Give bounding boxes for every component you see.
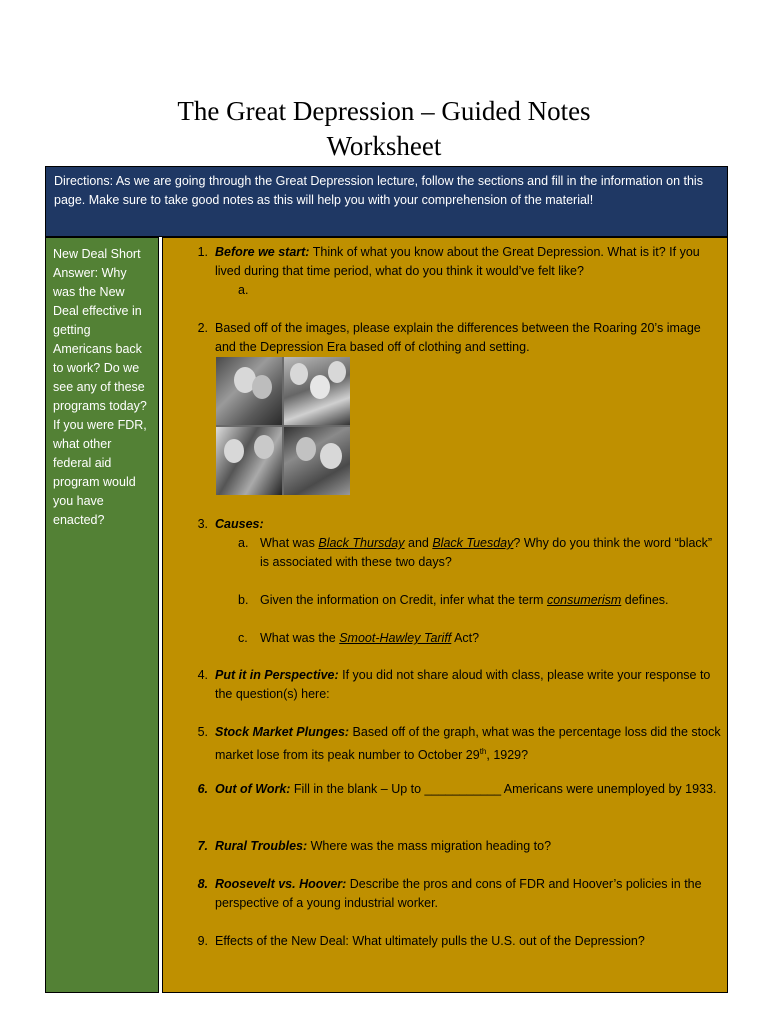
question-number: 4. [197,668,208,682]
question-text: Where was the mass migration heading to? [307,839,552,853]
page-title [0,94,768,164]
text: ? Why do you think the word “black” is associated with these two days? [260,536,713,569]
term-consumerism: consumerism [546,593,622,607]
photo-cell [284,427,350,495]
term-black-thursday: Black Thursday [318,536,405,550]
question-lead: Rural Troubles: [215,839,308,853]
question-text: If you did not share aloud with class, please write your response to the question(s) here: [215,668,711,701]
directions-box: Directions: As we are going through the Great Depression lecture, follow the sections and fill in the information on this page. Make sure to take good notes as this will help you with your comprehension of the material! [45,166,728,237]
term-black-tuesday: Black Tuesday [432,536,514,550]
question-text: Based off of the images, please explain the differences between the Roaring 20’s image and the Depression Era based off of clothing and setting. [215,321,701,354]
sub-letter: a. [238,536,249,550]
question-text: Describe the pros and cons of FDR and Hoover’s policies in the perspective of a young industrial worker. [215,877,702,910]
text: Given the information on Credit, infer what the term [260,593,547,607]
question-text: Based off of the graph, what was the percentage loss did the stock market lose from its peak number to October 29 [215,725,721,763]
text: Act? [451,631,480,645]
question-lead: Causes: [215,517,264,531]
roaring-20s-vs-depression-images [216,357,350,495]
question-lead: Before we start: [215,245,310,259]
title-line-2: Worksheet [326,131,442,161]
photo-cell [216,427,282,495]
question-text: Effects of the New Deal: What ultimately pulls the U.S. out of the Depression? [215,934,645,948]
photo-cell [284,357,350,425]
question-text-end: , 1929? [486,748,529,763]
term-smoot-hawley-tariff: Smoot-Hawley Tariff [339,631,452,645]
question-lead: Put it in Perspective: [215,668,339,682]
question-lead: Roosevelt vs. Hoover: [215,877,347,891]
question-number: 3. [197,517,208,531]
question-text: Fill in the blank – Up to ___________ Americans were unemployed by 1933. [290,782,717,796]
text: defines. [621,593,669,607]
text: What was [260,536,319,550]
question-number: 1. [197,245,208,259]
question-number: 2. [197,321,208,335]
sub-letter: c. [238,631,248,645]
photo-cell [216,357,282,425]
sidebar-new-deal-prompt [45,237,159,993]
question-lead: Out of Work: [215,782,291,796]
question-lead: Stock Market Plunges: [215,725,350,739]
text: and [404,536,433,550]
superscript: th [479,747,487,756]
sub-letter: a. [238,283,249,297]
text: What was the [260,631,340,645]
title-line-1: The Great Depression – Guided Notes [177,96,591,126]
sidebar-text: New Deal Short Answer: Why was the New Deal effective in getting Americans back to work? Do we see any of these programs today? If you were FDR, what other federal aid program would you have enacted? [53,247,147,527]
question-number: 9. [197,934,208,948]
question-text: Think of what you know about the Great Depression. What is it? If you lived during that time period, what do you think it would’ve felt like? [215,245,700,278]
question-number: 5. [197,725,208,739]
questions-panel [162,237,728,993]
sub-letter: b. [238,593,249,607]
question-number: 6. [197,782,208,796]
question-number: 8. [197,877,208,891]
question-number: 7. [197,839,208,853]
